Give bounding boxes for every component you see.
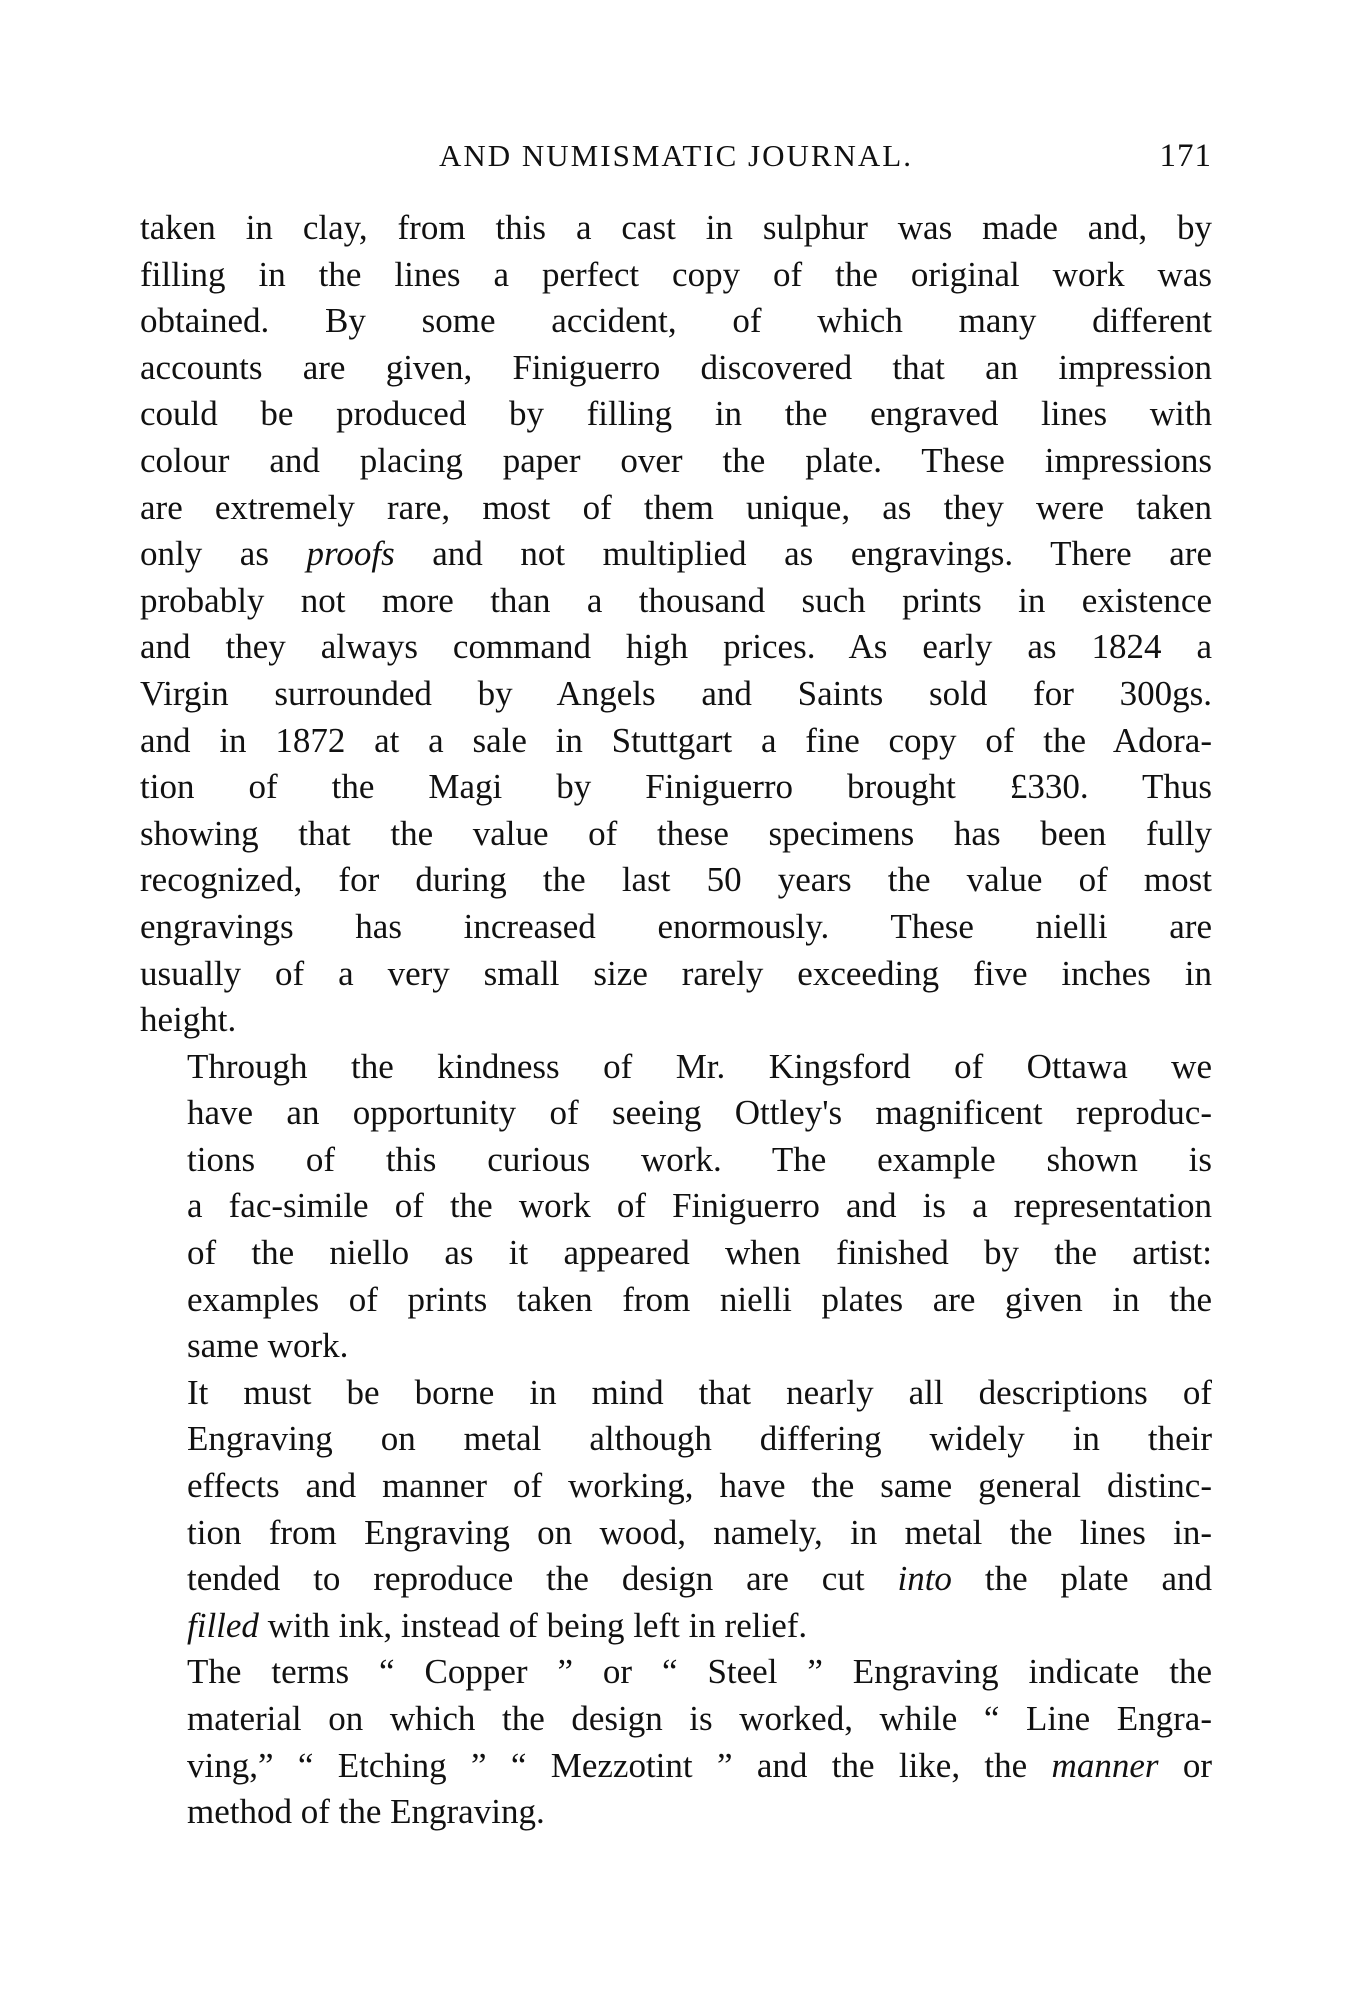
text-line: It must be borne in mind that nearly all descriptions of [187, 1372, 1212, 1412]
text-line: engravings has increased enormously. These nielli are [140, 906, 1212, 946]
text-line: and in 1872 at a sale in Stuttgart a fine copy of the Adora- [140, 720, 1212, 760]
text-line: are extremely rare, most of them unique, as they were taken [140, 487, 1212, 527]
paragraph [140, 1370, 1212, 1650]
italic-text: manner [1051, 1745, 1159, 1785]
text-line: filling in the lines a perfect copy of the original work was [140, 254, 1212, 294]
paragraph [140, 205, 1212, 1044]
text-line: same work. [187, 1326, 349, 1366]
text-line: Through the kindness of Mr. Kingsford of Ottawa we [187, 1046, 1212, 1086]
text-line: Engraving on metal although differing widely in their [187, 1419, 1212, 1459]
italic-text: into [897, 1559, 952, 1599]
text-line: and they always command high prices. As early as 1824 a [140, 627, 1212, 667]
text-line: tended to reproduce the design are cut into the plate and [187, 1559, 1212, 1599]
text-line: filled with ink, instead of being left in relief. [187, 1605, 808, 1645]
text-line: height. [140, 1000, 237, 1040]
text-line: have an opportunity of seeing Ottley's magnificent reproduc- [187, 1093, 1212, 1133]
page-number: 171 [1159, 138, 1212, 174]
text-line: showing that the value of these specimens has been fully [140, 813, 1212, 853]
text-line: obtained. By some accident, of which many different [140, 301, 1212, 341]
text-line: tion from Engraving on wood, namely, in metal the lines in- [187, 1512, 1212, 1552]
text-line: probably not more than a thousand such prints in existence [140, 580, 1212, 620]
text-line: accounts are given, Finiguerro discovered that an impression [140, 347, 1212, 387]
text-line: material on which the design is worked, while “ Line Engra- [187, 1699, 1212, 1738]
italic-text: proofs [306, 534, 395, 574]
text-line: could be produced by filling in the engraved lines with [140, 394, 1212, 434]
running-title: AND NUMISMATIC JOURNAL. [439, 138, 913, 173]
text-line: method of the Engraving. [187, 1792, 545, 1832]
text-line: The terms “ Copper ” or “ Steel ” Engraving indicate the [187, 1652, 1212, 1692]
text-line: ving,” “ Etching ” “ Mezzotint ” and the like, the manner or [187, 1745, 1212, 1785]
text-line: Virgin surrounded by Angels and Saints sold for 300gs. [140, 673, 1212, 713]
text-line: effects and manner of working, have the same general distinc- [187, 1466, 1212, 1506]
paragraph [140, 1649, 1212, 1835]
text-line: usually of a very small size rarely exceeding five inches in [140, 953, 1212, 993]
text-line: taken in clay, from this a cast in sulphur was made and, by [140, 208, 1212, 247]
page-header [140, 138, 1212, 184]
text-line: recognized, for during the last 50 years the value of most [140, 860, 1212, 900]
text-line: examples of prints taken from nielli plates are given in the [187, 1279, 1212, 1319]
text-line: tion of the Magi by Finiguerro brought £330. Thus [140, 767, 1212, 807]
paragraph [140, 1044, 1212, 1370]
text-line: a fac-simile of the work of Finiguerro and is a representation [187, 1186, 1212, 1226]
text-line: tions of this curious work. The example shown is [187, 1139, 1212, 1179]
text-line: colour and placing paper over the plate. These impressions [140, 440, 1212, 480]
text-line: only as proofs and not multiplied as engravings. There are [140, 534, 1212, 574]
text-line: of the niello as it appeared when finished by the artist: [187, 1233, 1212, 1273]
italic-text: filled [187, 1605, 259, 1645]
body-text [140, 205, 1212, 1836]
